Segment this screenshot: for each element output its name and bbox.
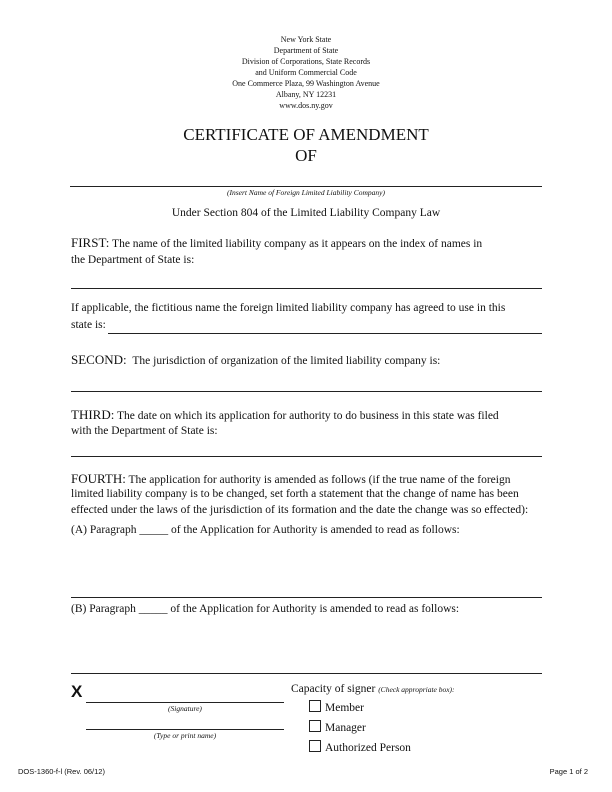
third-text-2: with the Department of State is: (71, 425, 218, 437)
fictitious-text-1: If applicable, the fictitious name the foreign limited liability company has agreed to use in this (71, 302, 506, 314)
second-paragraph (71, 352, 440, 369)
capacity-hint: (Check appropriate box): (378, 685, 455, 694)
member-label: Member (325, 702, 364, 714)
header-line: www.dos.ny.gov (279, 101, 333, 110)
second-lead: SECOND: (71, 352, 127, 367)
third-paragraph (71, 407, 499, 424)
filing-date-field[interactable] (71, 456, 542, 457)
paragraph-b-field[interactable] (71, 673, 542, 674)
authorized-person-label: Authorized Person (325, 742, 411, 754)
header-line: Albany, NY 12231 (275, 90, 337, 99)
agency-header (0, 34, 612, 111)
second-text: The jurisdiction of organization of the limited liability company is: (132, 355, 441, 367)
form-id: DOS-1360-f-l (Rev. 06/12) (18, 767, 105, 776)
header-line: Division of Corporations, State Records (241, 57, 371, 66)
fourth-text-2: limited liability company is to be changed, set forth a statement that the change of name has been (71, 488, 519, 500)
header-line: and Uniform Commercial Code (255, 68, 357, 77)
form-title-of: OF (295, 146, 317, 165)
printed-name-caption: (Type or print name) (153, 731, 217, 740)
first-text-1: The name of the limited liability company as it appears on the index of names in (112, 238, 483, 250)
option-manager[interactable] (309, 720, 366, 736)
page-number: Page 1 of 2 (549, 767, 588, 776)
company-name-field[interactable] (70, 186, 542, 187)
paragraph-b-text: (B) Paragraph _____ of the Application for Authority is amended to read as follows: (71, 603, 460, 615)
capacity-of-signer (291, 682, 455, 697)
first-text-2: the Department of State is: (71, 254, 195, 266)
printed-name-field[interactable] (86, 729, 284, 730)
signature-caption: (Signature) (168, 704, 202, 713)
under-section-text: Under Section 804 of the Limited Liability Company Law (171, 207, 441, 219)
fourth-paragraph (71, 471, 510, 488)
fictitious-name-field[interactable] (108, 333, 542, 334)
paragraph-a-text: (A) Paragraph _____ of the Application for Authority is amended to read as follows: (71, 524, 460, 536)
third-lead: THIRD: (71, 407, 115, 422)
company-name-caption: (Insert Name of Foreign Limited Liability Company) (226, 188, 386, 197)
third-text-1: The date on which its application for authority to do business in this state was filed (117, 410, 499, 422)
signature-field[interactable] (86, 702, 284, 703)
form-title: CERTIFICATE OF AMENDMENT (183, 125, 429, 144)
fourth-text-3: effected under the laws of the jurisdiction of its formation and the date the change was so effected): (71, 504, 529, 516)
fourth-lead: FOURTH: (71, 471, 126, 486)
first-paragraph (71, 235, 482, 252)
llc-name-field[interactable] (71, 288, 542, 289)
signature-x-mark: X (71, 682, 83, 701)
authorized-person-checkbox[interactable] (309, 740, 321, 752)
paragraph-a-field[interactable] (71, 597, 542, 598)
header-line: Department of State (273, 46, 339, 55)
capacity-label: Capacity of signer (291, 683, 376, 695)
fourth-text-1: The application for authority is amended as follows (if the true name of the foreign (128, 474, 511, 486)
manager-label: Manager (325, 722, 366, 734)
option-member[interactable] (309, 700, 364, 716)
option-authorized-person[interactable] (309, 740, 411, 756)
header-line: New York State (280, 35, 332, 44)
jurisdiction-field[interactable] (71, 391, 542, 392)
manager-checkbox[interactable] (309, 720, 321, 732)
first-lead: FIRST: (71, 235, 110, 250)
header-line: One Commerce Plaza, 99 Washington Avenue (232, 79, 380, 88)
fictitious-text-2: state is: (71, 319, 106, 331)
member-checkbox[interactable] (309, 700, 321, 712)
